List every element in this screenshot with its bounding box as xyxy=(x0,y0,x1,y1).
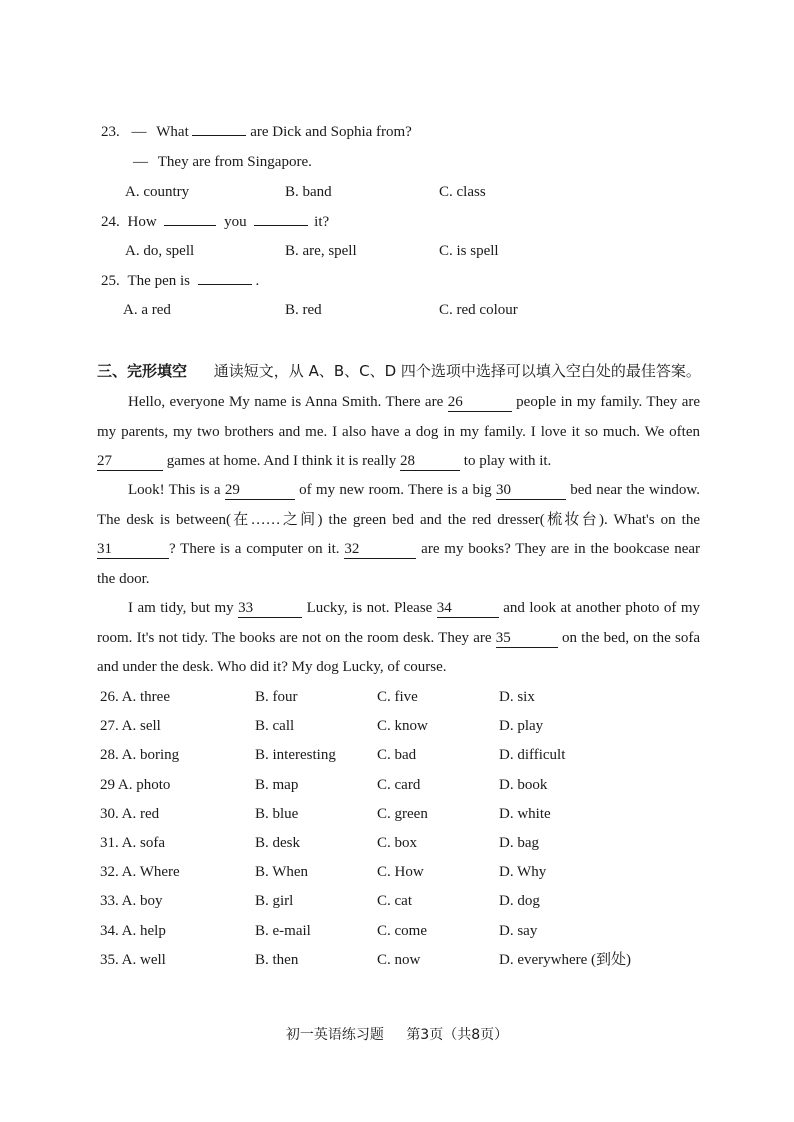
option-b[interactable]: B. When xyxy=(255,864,309,880)
page-number: 第3页（共8页） xyxy=(406,1027,509,1043)
blank-31[interactable]: 31 xyxy=(97,541,169,559)
passage-paragraph-2 xyxy=(97,476,700,594)
answer-blank[interactable] xyxy=(254,225,308,226)
option-b[interactable]: B. are, spell xyxy=(285,243,357,259)
blank-29[interactable]: 29 xyxy=(225,482,295,500)
option-a[interactable]: 35. A. well xyxy=(100,952,166,968)
option-b[interactable]: B. blue xyxy=(255,806,299,822)
option-row-31 xyxy=(0,833,794,853)
question-text: you xyxy=(224,214,247,230)
option-d[interactable]: D. six xyxy=(499,689,535,705)
passage-text: on the bed, on the sofa and under the desk. Who did it? My dog Lucky, of course. xyxy=(97,629,701,675)
blank-32[interactable]: 32 xyxy=(344,541,416,559)
option-row-27 xyxy=(0,716,794,736)
option-a[interactable]: 34. A. help xyxy=(100,923,166,939)
question-text: What xyxy=(156,124,189,140)
answer-blank[interactable] xyxy=(198,284,252,285)
passage-text: Hello, everyone My name is Anna Smith. There are xyxy=(128,394,444,410)
question-text: . xyxy=(255,273,260,289)
option-c[interactable]: C. bad xyxy=(377,747,417,763)
option-a[interactable]: 33. A. boy xyxy=(100,893,163,909)
dash: — xyxy=(131,124,147,140)
passage-paragraph-3 xyxy=(97,594,700,683)
option-row-26 xyxy=(0,687,794,707)
option-row-32 xyxy=(0,862,794,882)
option-c[interactable]: C. five xyxy=(377,689,418,705)
option-b[interactable]: B. e-mail xyxy=(255,923,311,939)
option-a[interactable]: A. country xyxy=(125,184,190,200)
option-d[interactable]: D. say xyxy=(499,923,538,939)
dash: — xyxy=(133,154,148,170)
option-row-30 xyxy=(0,804,794,824)
passage-text: bed near the window. The desk is between(在……之间) the green bed and the red dresser(梳妆台). What's on the xyxy=(97,482,700,528)
option-c[interactable]: C. cat xyxy=(377,893,412,909)
page-footer xyxy=(0,1024,794,1044)
option-a[interactable]: 26. A. three xyxy=(100,689,170,705)
section-header xyxy=(97,361,701,381)
footer-title: 初一英语练习题 xyxy=(285,1027,384,1043)
blank-27[interactable]: 27 xyxy=(97,453,163,471)
question-text: How xyxy=(127,214,157,230)
question-text: are Dick and Sophia from? xyxy=(250,124,412,140)
option-c[interactable]: C. box xyxy=(377,835,418,851)
option-b[interactable]: B. band xyxy=(285,184,332,200)
option-a[interactable]: 29 A. photo xyxy=(100,777,171,793)
blank-35[interactable]: 35 xyxy=(496,630,558,648)
option-d[interactable]: D. white xyxy=(499,806,551,822)
blank-28[interactable]: 28 xyxy=(400,453,460,471)
passage-paragraph-1 xyxy=(97,388,700,477)
passage-text: to play with it. xyxy=(463,453,552,469)
option-d[interactable]: D. Why xyxy=(499,864,547,880)
passage-text: and look at another photo of my room. It's not tidy. The books are not on the room desk. They are xyxy=(97,600,700,646)
blank-30[interactable]: 30 xyxy=(496,482,566,500)
option-d[interactable]: D. book xyxy=(499,777,548,793)
option-c[interactable]: C. red colour xyxy=(439,302,518,318)
question-text: The pen is xyxy=(127,273,190,289)
option-row-34 xyxy=(0,921,794,941)
option-a[interactable]: 30. A. red xyxy=(100,806,160,822)
option-b[interactable]: B. call xyxy=(255,718,295,734)
option-b[interactable]: B. then xyxy=(255,952,299,968)
response-text: They are from Singapore. xyxy=(157,154,312,170)
blank-33[interactable]: 33 xyxy=(238,600,302,618)
option-a[interactable]: 31. A. sofa xyxy=(100,835,165,851)
option-c[interactable]: C. now xyxy=(377,952,421,968)
answer-blank[interactable] xyxy=(192,135,246,136)
option-d[interactable]: D. play xyxy=(499,718,544,734)
question-number: 25. xyxy=(101,273,120,289)
blank-34[interactable]: 34 xyxy=(437,600,499,618)
option-b[interactable]: B. map xyxy=(255,777,299,793)
passage-text: people in my family. They are my parents, my two brothers and me. I also have a dog in my family. I love it so much. We often xyxy=(97,394,701,440)
option-b[interactable]: B. red xyxy=(285,302,322,318)
passage-text: Look! This is a xyxy=(128,482,221,498)
question-number: 23. xyxy=(101,124,120,140)
option-c[interactable]: C. is spell xyxy=(439,243,499,259)
answer-blank[interactable] xyxy=(164,225,216,226)
blank-26[interactable]: 26 xyxy=(448,394,512,412)
option-row-29 xyxy=(0,775,794,795)
option-a[interactable]: 27. A. sell xyxy=(100,718,161,734)
option-c[interactable]: C. class xyxy=(439,184,486,200)
option-d[interactable]: D. difficult xyxy=(499,747,566,763)
passage-text: are my books? They are in the bookcase near the door. xyxy=(97,541,701,587)
option-a[interactable]: 32. A. Where xyxy=(100,864,180,880)
question-25-stem xyxy=(101,271,259,291)
option-c[interactable]: C. know xyxy=(377,718,428,734)
option-a[interactable]: 28. A. boring xyxy=(100,747,180,763)
option-b[interactable]: B. four xyxy=(255,689,298,705)
section-title: 三、完形填空 xyxy=(97,362,188,380)
option-row-28 xyxy=(0,745,794,765)
option-c[interactable]: C. How xyxy=(377,864,424,880)
option-a[interactable]: A. a red xyxy=(123,302,171,318)
passage-text: of my new room. There is a big xyxy=(299,482,492,498)
option-a[interactable]: A. do, spell xyxy=(125,243,195,259)
option-b[interactable]: B. desk xyxy=(255,835,300,851)
option-d[interactable]: D. bag xyxy=(499,835,539,851)
option-d[interactable]: D. dog xyxy=(499,893,540,909)
section-instruction: 通读短文，从 A、B、C、D 四个选项中选择可以填入空白处的最佳答案。 xyxy=(213,362,701,380)
question-23-response xyxy=(133,152,312,172)
option-b[interactable]: B. girl xyxy=(255,893,294,909)
question-number: 24. xyxy=(101,214,120,230)
option-d[interactable]: D. everywhere (到处) xyxy=(499,952,632,968)
question-23-stem xyxy=(101,122,412,142)
passage-text: I am tidy, but my xyxy=(128,600,234,616)
option-row-35 xyxy=(0,950,794,970)
option-c[interactable]: C. green xyxy=(377,806,428,822)
option-c[interactable]: C. come xyxy=(377,923,427,939)
question-text: it? xyxy=(314,214,330,230)
passage-text: games at home. And I think it is really xyxy=(166,453,397,469)
passage-text: Lucky, is not. Please xyxy=(306,600,433,616)
option-b[interactable]: B. interesting xyxy=(255,747,336,763)
option-row-33 xyxy=(0,891,794,911)
question-24-stem xyxy=(101,212,329,232)
passage-text: ? There is a computer on it. xyxy=(169,541,340,557)
option-c[interactable]: C. card xyxy=(377,777,421,793)
